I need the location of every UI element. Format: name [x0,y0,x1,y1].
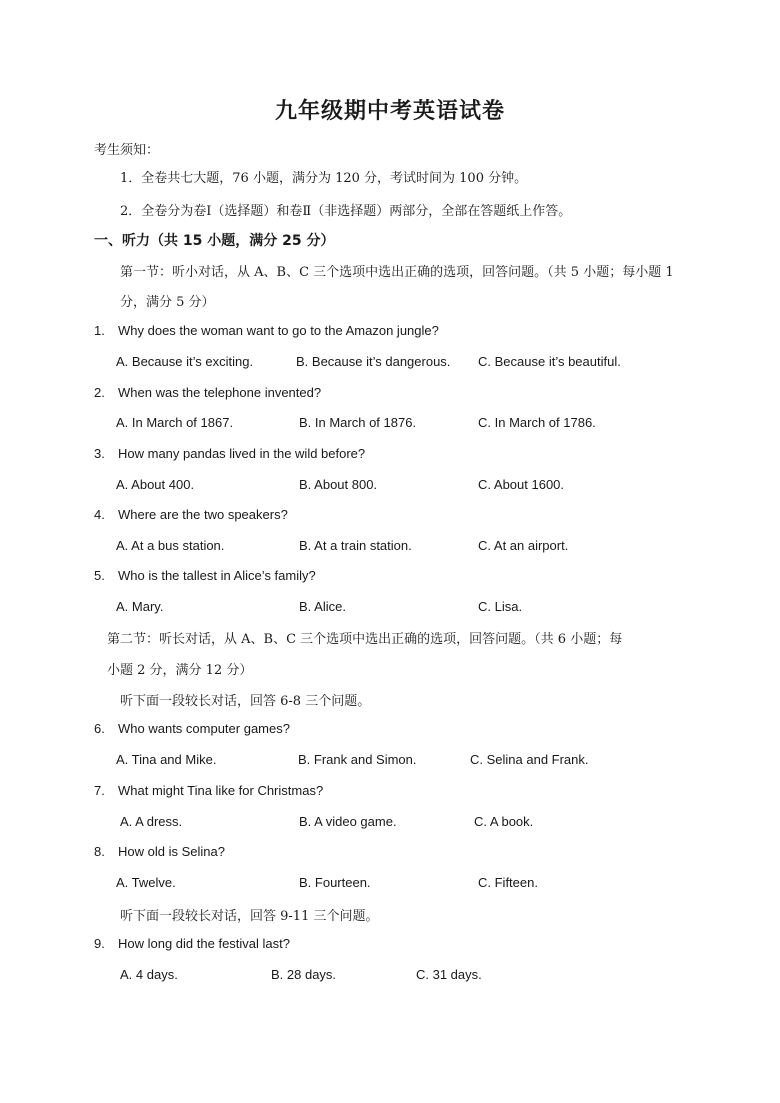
option-c: C. At an airport. [478,538,569,553]
question-text: How old is Selina? [118,844,225,859]
question-5 [94,568,316,583]
part1-instruction: 第一节：听小对话，从 A、B、C 三个选项中选出正确的选项，回答问题。（共 5 小题；每小题 1 [120,265,674,280]
page-title: 九年级期中考英语试卷 [274,98,505,124]
question-number: 7. [94,783,105,798]
question-text: Where are the two speakers? [118,507,288,522]
option-a: A. About 400. [116,477,195,492]
question-number: 3. [94,446,105,461]
question-number: 2. [94,385,105,400]
option-b: B. 28 days. [271,967,337,982]
option-c: C. Fifteen. [478,875,538,890]
notice-item-2: 2．全卷分为卷Ⅰ（选择题）和卷Ⅱ（非选择题）两部分，全部在答题纸上作答。 [120,204,572,219]
option-b: B. Because it’s dangerous. [296,354,451,369]
option-c: C. Selina and Frank. [470,752,589,767]
question-1 [94,323,439,338]
question-8 [94,844,225,859]
part2-instruction-cont: 小题 2 分，满分 12 分） [107,663,253,678]
question-2 [94,385,321,400]
option-a: A. Twelve. [116,875,176,890]
option-c: C. About 1600. [478,477,565,492]
part1-instruction-cont: 分，满分 5 分） [120,295,215,310]
question-4 [94,507,288,522]
part2-instruction: 第二节：听长对话，从 A、B、C 三个选项中选出正确的选项，回答问题。（共 6 小题；每 [107,632,623,647]
question-text: What might Tina like for Christmas? [118,783,324,798]
question-3 [94,446,365,461]
notice-item-1: 1．全卷共七大题，76 小题，满分为 120 分，考试时间为 100 分钟。 [120,171,528,186]
section-heading-listening: 一、听力（共 15 小题，满分 25 分） [94,233,335,249]
option-a: A. Mary. [116,599,164,614]
question-9 [94,936,290,951]
question-number: 9. [94,936,105,951]
option-a: A. A dress. [120,814,183,829]
option-b: B. Alice. [299,599,346,614]
question-text: How long did the festival last? [118,936,290,951]
option-b: B. In March of 1876. [299,415,417,430]
question-7 [94,783,323,798]
question-number: 4. [94,507,105,522]
option-a: A. 4 days. [120,967,178,982]
question-number: 1. [94,323,105,338]
option-a: A. In March of 1867. [116,415,234,430]
option-b: B. Fourteen. [299,875,371,890]
dialog-intro-6-8: 听下面一段较长对话，回答 6-8 三个问题。 [120,694,371,709]
question-text: When was the telephone invented? [118,385,322,400]
question-text: How many pandas lived in the wild before? [118,446,366,461]
option-c: C. In March of 1786. [478,415,596,430]
option-b: B. About 800. [299,477,378,492]
question-text: Why does the woman want to go to the Amazon jungle? [118,323,439,338]
question-6 [94,721,290,736]
question-text: Who wants computer games? [118,721,290,736]
option-c: C. Because it’s beautiful. [478,354,621,369]
dialog-intro-9-11: 听下面一段较长对话，回答 9-11 三个问题。 [120,909,379,924]
question-number: 8. [94,844,105,859]
option-c: C. A book. [474,814,534,829]
question-number: 5. [94,568,105,583]
question-text: Who is the tallest in Alice’s family? [118,568,316,583]
option-a: A. Because it’s exciting. [116,354,254,369]
option-b: B. A video game. [299,814,397,829]
notice-heading: 考生须知： [94,143,160,158]
option-b: B. At a train station. [299,538,412,553]
option-c: C. 31 days. [416,967,482,982]
option-a: A. At a bus station. [116,538,225,553]
option-a: A. Tina and Mike. [116,752,217,767]
question-number: 6. [94,721,105,736]
option-b: B. Frank and Simon. [298,752,417,767]
option-c: C. Lisa. [478,599,523,614]
